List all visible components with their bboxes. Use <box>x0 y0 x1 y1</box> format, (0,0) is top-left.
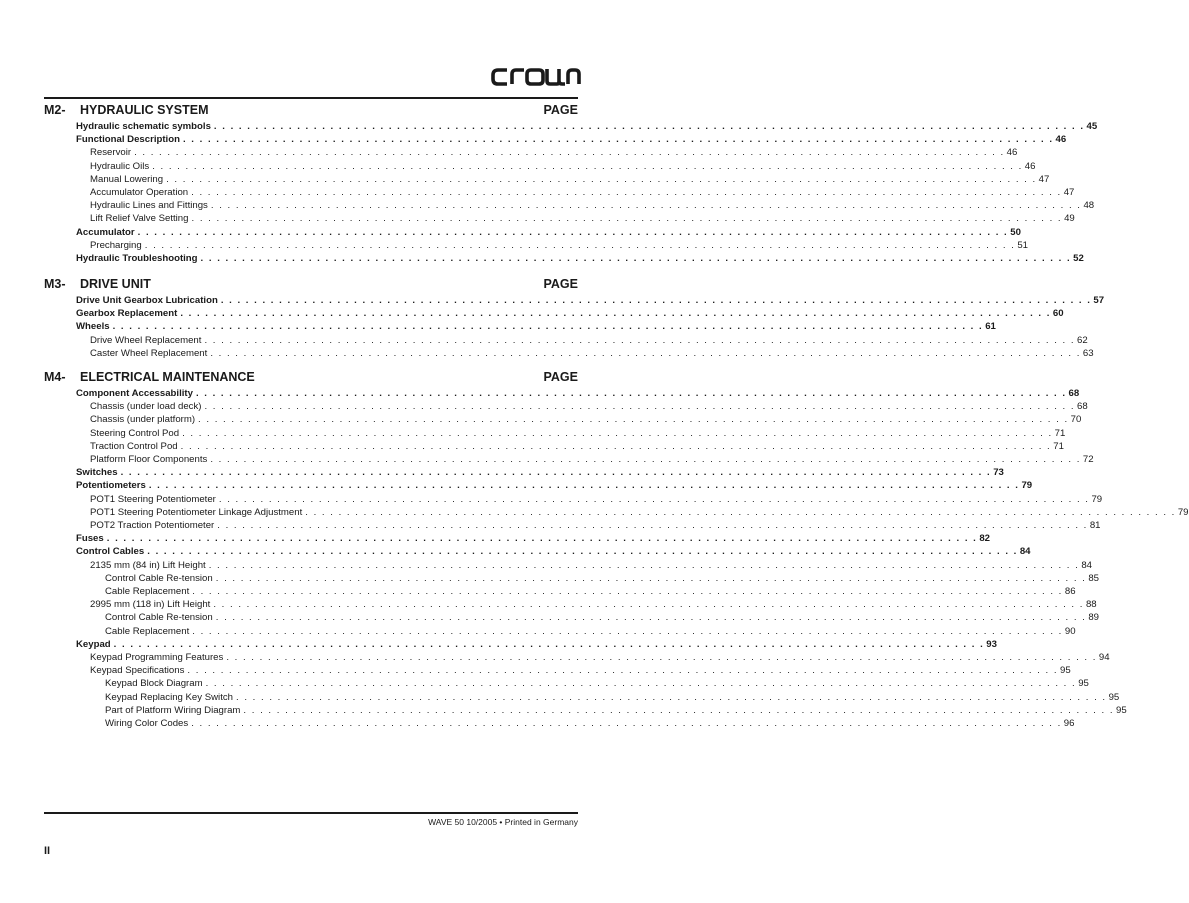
toc-entry[interactable] <box>90 598 1097 611</box>
toc-entry-page: 50 <box>1010 226 1021 238</box>
toc-entry[interactable] <box>105 611 1099 624</box>
toc-entry-page: 90 <box>1064 625 1076 637</box>
toc-entry-page: 95 <box>1108 691 1120 703</box>
toc-entry-page: 96 <box>1063 718 1075 729</box>
toc-entry[interactable] <box>90 453 1094 466</box>
dot-leader: . . . . . . . . . . . . . . . . . . . . . . . . . . . . . . . . . . . . . . . . . . . . . . . . . . . . . . . . . . . . . . . . . . . . . . . . . . . . . . . . . . . . . . . . . . . . . . . . . . . . . . . . . <box>182 427 1053 439</box>
toc-entry[interactable] <box>76 226 1021 239</box>
toc-entry-page: 86 <box>1064 586 1076 597</box>
toc-entry-page: 46 <box>1006 147 1018 159</box>
dot-leader: . . . . . . . . . . . . . . . . . . . . . . . . . . . . . . . . . . . . . . . . . . . . . . . . . . . . . . . . . . . . . . . . . . . . . . . . . . . . . . . . . . . . . . . . . . . . . . . . . . . . . . . . . <box>191 213 1063 225</box>
toc-entry-page: 49 <box>1064 213 1075 225</box>
toc-entry-title: POT2 Traction Potentiometer <box>90 520 215 531</box>
toc-entry[interactable] <box>90 173 1050 186</box>
toc-entry-page: 79 <box>1177 506 1189 518</box>
dot-leader: . . . . . . . . . . . . . . . . . . . . . . . . . . . . . . . . . . . . . . . . . . . . . . . . . . . . . . . . . . . . . . . . . . . . . . . . . . . . . . . . . . . . . . . . . . . . . . . . . . . . . . . . . <box>152 160 1023 172</box>
toc-entry-title: Control Cable Re-tension <box>105 612 213 624</box>
toc-entry[interactable] <box>76 133 1067 146</box>
toc-entry-page: 63 <box>1082 347 1094 359</box>
toc-entry-page: 57 <box>1093 295 1105 306</box>
toc-entry[interactable] <box>105 585 1076 598</box>
toc-entry-title: POT1 Steering Potentiometer Linkage Adjustment <box>90 506 303 518</box>
toc-entry-page: 84 <box>1081 559 1092 571</box>
toc-entry-title: Drive Unit Gearbox Lubrication <box>76 295 218 306</box>
toc-entry-title: Drive Wheel Replacement <box>90 334 202 346</box>
toc-entry[interactable] <box>90 427 1066 440</box>
toc-entry-page: 72 <box>1082 454 1094 465</box>
toc-entry-page: 62 <box>1077 334 1088 346</box>
toc-entry-page: 51 <box>1017 239 1028 251</box>
dot-leader: . . . . . . . . . . . . . . . . . . . . . . . . . . . . . . . . . . . . . . . . . . . . . . . . . . . . . . . . . . . . . . . . . . . . . . . . . . . . . . . . . . . . . . . . . . . . . . . . . . . . . . . . . <box>191 718 1062 729</box>
toc-entry-page: 71 <box>1053 440 1064 452</box>
dot-leader: . . . . . . . . . . . . . . . . . . . . . . . . . . . . . . . . . . . . . . . . . . . . . . . . . . . . . . . . . . . . . . . . . . . . . . . . . . . . . . . . . . . . . . . . . . . . . . . . . . . . . . . . . <box>305 506 1176 518</box>
toc-entry-title: 2995 mm (118 in) Lift Height <box>90 599 211 611</box>
toc-entry[interactable] <box>90 160 1036 173</box>
section-header <box>44 277 578 293</box>
toc-entry-page: 93 <box>986 638 997 650</box>
section-title: DRIVE UNIT <box>80 277 151 291</box>
toc-entry-page: 61 <box>985 321 996 333</box>
dot-leader: . . . . . . . . . . . . . . . . . . . . . . . . . . . . . . . . . . . . . . . . . . . . . . . . . . . . . . . . . . . . . . . . . . . . . . . . . . . . . . . . . . . . . . . . . . . . . . . . . . . . . . . . . <box>144 239 1016 251</box>
dot-leader: . . . . . . . . . . . . . . . . . . . . . . . . . . . . . . . . . . . . . . . . . . . . . . . . . . . . . . . . . . . . . . . . . . . . . . . . . . . . . . . . . . . . . . . . . . . . . . . . . . . . . . . . . <box>192 625 1063 637</box>
toc-entry[interactable] <box>105 572 1099 585</box>
dot-leader: . . . . . . . . . . . . . . . . . . . . . . . . . . . . . . . . . . . . . . . . . . . . . . . . . . . . . . . . . . . . . . . . . . . . . . . . . . . . . . . . . . . . . . . . . . . . . . . . . . . . . . . . . <box>112 321 984 333</box>
toc-entry-title: Gearbox Replacement <box>76 308 178 320</box>
dot-leader: . . . . . . . . . . . . . . . . . . . . . . . . . . . . . . . . . . . . . . . . . . . . . . . . . . . . . . . . . . . . . . . . . . . . . . . . . . . . . . . . . . . . . . . . . . . . . . . . . . . . . . . . . <box>113 638 985 650</box>
toc-entry-title: Hydraulic Lines and Fittings <box>90 200 208 212</box>
toc-entry-page: 70 <box>1070 414 1082 426</box>
dot-leader: . . . . . . . . . . . . . . . . . . . . . . . . . . . . . . . . . . . . . . . . . . . . . . . . . . . . . . . . . . . . . . . . . . . . . . . . . . . . . . . . . . . . . . . . . . . . . . . . . . . . . . . . . <box>215 572 1087 584</box>
toc-entry-title: Switches <box>76 467 118 479</box>
toc-entry[interactable] <box>76 320 996 333</box>
crown-logo <box>491 66 581 88</box>
dot-leader: . . . . . . . . . . . . . . . . . . . . . . . . . . . . . . . . . . . . . . . . . . . . . . . . . . . . . . . . . . . . . . . . . . . . . . . . . . . . . . . . . . . . . . . . . . . . . . . . . . . . . . . . . <box>147 546 1018 558</box>
toc-entry[interactable] <box>90 651 1110 664</box>
toc-entry-title: Precharging <box>90 239 142 251</box>
toc-entry[interactable] <box>76 479 1033 492</box>
toc-entry[interactable] <box>76 638 997 651</box>
toc-entry-title: Keypad <box>76 638 111 650</box>
dot-leader: . . . . . . . . . . . . . . . . . . . . . . . . . . . . . . . . . . . . . . . . . . . . . . . . . . . . . . . . . . . . . . . . . . . . . . . . . . . . . . . . . . . . . . . . . . . . . . . . . . . . . . . . . <box>192 586 1063 597</box>
toc-entry-title: Caster Wheel Replacement <box>90 347 208 359</box>
toc-entry-title: Hydraulic schematic symbols <box>76 121 211 132</box>
toc-entry-page: 89 <box>1088 612 1099 624</box>
toc-entry-page: 79 <box>1021 480 1033 492</box>
toc-entry-title: Potentiometers <box>76 480 146 492</box>
toc-entry-page: 68 <box>1068 388 1080 399</box>
dot-leader: . . . . . . . . . . . . . . . . . . . . . . . . . . . . . . . . . . . . . . . . . . . . . . . . . . . . . . . . . . . . . . . . . . . . . . . . . . . . . . . . . . . . . . . . . . . . . . . . . . . . . . . . . <box>200 253 1072 264</box>
toc-entry[interactable] <box>76 545 1031 558</box>
section-page-label: PAGE <box>543 370 578 384</box>
toc-entry-title: Part of Platform Wiring Diagram <box>105 704 241 716</box>
toc-entry[interactable] <box>90 440 1064 453</box>
toc-entry[interactable] <box>76 466 1004 479</box>
toc-entry-page: 60 <box>1052 308 1064 320</box>
toc-entry-page: 45 <box>1086 121 1098 132</box>
toc-entry[interactable] <box>105 704 1127 717</box>
toc-entry-title: Component Accessability <box>76 388 193 399</box>
toc-entry-page: 95 <box>1060 665 1071 677</box>
dot-leader: . . . . . . . . . . . . . . . . . . . . . . . . . . . . . . . . . . . . . . . . . . . . . . . . . . . . . . . . . . . . . . . . . . . . . . . . . . . . . . . . . . . . . . . . . . . . . . . . . . . . . . . . . <box>210 454 1081 465</box>
dot-leader: . . . . . . . . . . . . . . . . . . . . . . . . . . . . . . . . . . . . . . . . . . . . . . . . . . . . . . . . . . . . . . . . . . . . . . . . . . . . . . . . . . . . . . . . . . . . . . . . . . . . . . . . . <box>187 665 1058 677</box>
toc-entry-page: 94 <box>1098 652 1110 663</box>
toc-entry[interactable] <box>90 347 1094 360</box>
toc-entry-title: Cable Replacement <box>105 586 190 597</box>
toc-entry-title: Platform Floor Components <box>90 454 208 465</box>
dot-leader: . . . . . . . . . . . . . . . . . . . . . . . . . . . . . . . . . . . . . . . . . . . . . . . . . . . . . . . . . . . . . . . . . . . . . . . . . . . . . . . . . . . . . . . . . . . . . . . . . . . . . . . . . <box>198 414 1069 426</box>
toc-entry-page: 71 <box>1054 427 1066 439</box>
dot-leader: . . . . . . . . . . . . . . . . . . . . . . . . . . . . . . . . . . . . . . . . . . . . . . . . . . . . . . . . . . . . . . . . . . . . . . . . . . . . . . . . . . . . . . . . . . . . . . . . . . . . . . . . . <box>220 295 1092 306</box>
dot-leader: . . . . . . . . . . . . . . . . . . . . . . . . . . . . . . . . . . . . . . . . . . . . . . . . . . . . . . . . . . . . . . . . . . . . . . . . . . . . . . . . . . . . . . . . . . . . . . . . . . . . . . . . . <box>180 440 1052 452</box>
toc-entry-title: Keypad Replacing Key Switch <box>105 691 233 703</box>
dot-leader: . . . . . . . . . . . . . . . . . . . . . . . . . . . . . . . . . . . . . . . . . . . . . . . . . . . . . . . . . . . . . . . . . . . . . . . . . . . . . . . . . . . . . . . . . . . . . . . . . . . . . . . . . <box>148 480 1020 492</box>
toc-entry-title: 2135 mm (84 in) Lift Height <box>90 559 206 571</box>
toc-entry[interactable] <box>90 186 1075 199</box>
toc-entry-title: Chassis (under platform) <box>90 414 196 426</box>
section-code: M4- <box>44 370 66 384</box>
footer-edition: WAVE 50 10/2005 • Printed in Germany <box>428 817 578 827</box>
toc-entry-title: Hydraulic Oils <box>90 160 150 172</box>
toc-entry[interactable] <box>76 294 1105 307</box>
toc-entry-title: Wiring Color Codes <box>105 718 189 729</box>
toc-entry[interactable] <box>90 413 1082 426</box>
toc-entry-page: 68 <box>1077 401 1088 413</box>
section-page-label: PAGE <box>543 103 578 117</box>
dot-leader: . . . . . . . . . . . . . . . . . . . . . . . . . . . . . . . . . . . . . . . . . . . . . . . . . . . . . . . . . . . . . . . . . . . . . . . . . . . . . . . . . . . . . . . . . . . . . . . . . . . . . . . . . <box>166 173 1037 185</box>
toc-entry[interactable] <box>90 559 1092 572</box>
toc-entry[interactable] <box>105 625 1076 638</box>
toc-entry-title: Keypad Specifications <box>90 665 185 677</box>
dot-leader: . . . . . . . . . . . . . . . . . . . . . . . . . . . . . . . . . . . . . . . . . . . . . . . . . . . . . . . . . . . . . . . . . . . . . . . . . . . . . . . . . . . . . . . . . . . . . . . . . . . . . . . . . <box>226 652 1097 663</box>
toc-entry[interactable] <box>105 677 1089 690</box>
toc-entry-title: Wheels <box>76 321 110 333</box>
toc-entry-page: 84 <box>1019 546 1031 558</box>
section-code: M3- <box>44 277 66 291</box>
page-number: II <box>44 845 51 857</box>
dot-leader: . . . . . . . . . . . . . . . . . . . . . . . . . . . . . . . . . . . . . . . . . . . . . . . . . . . . . . . . . . . . . . . . . . . . . . . . . . . . . . . . . . . . . . . . . . . . . . . . . . . . . . . . . <box>243 704 1115 716</box>
dot-leader: . . . . . . . . . . . . . . . . . . . . . . . . . . . . . . . . . . . . . . . . . . . . . . . . . . . . . . . . . . . . . . . . . . . . . . . . . . . . . . . . . . . . . . . . . . . . . . . . . . . . . . . . . <box>180 308 1051 320</box>
toc-entry-page: 48 <box>1083 200 1095 212</box>
dot-leader: . . . . . . . . . . . . . . . . . . . . . . . . . . . . . . . . . . . . . . . . . . . . . . . . . . . . . . . . . . . . . . . . . . . . . . . . . . . . . . . . . . . . . . . . . . . . . . . . . . . . . . . . . <box>205 678 1077 690</box>
toc-entry-title: Keypad Programming Features <box>90 652 224 663</box>
dot-leader: . . . . . . . . . . . . . . . . . . . . . . . . . . . . . . . . . . . . . . . . . . . . . . . . . . . . . . . . . . . . . . . . . . . . . . . . . . . . . . . . . . . . . . . . . . . . . . . . . . . . . . . . . <box>137 226 1009 238</box>
toc-entry-page: 95 <box>1116 704 1127 716</box>
toc-entry[interactable] <box>76 307 1064 320</box>
toc-entry-title: Accumulator <box>76 226 135 238</box>
toc-entry[interactable] <box>90 506 1189 519</box>
toc-entry-page: 47 <box>1038 173 1050 185</box>
dot-leader: . . . . . . . . . . . . . . . . . . . . . . . . . . . . . . . . . . . . . . . . . . . . . . . . . . . . . . . . . . . . . . . . . . . . . . . . . . . . . . . . . . . . . . . . . . . . . . . . . . . . . . . . . <box>215 612 1087 624</box>
toc-entry-page: 82 <box>979 533 990 545</box>
toc-entry-page: 47 <box>1063 187 1075 198</box>
toc-entry-page: 85 <box>1088 572 1099 584</box>
toc-entry-title: POT1 Steering Potentiometer <box>90 493 216 505</box>
dot-leader: . . . . . . . . . . . . . . . . . . . . . . . . . . . . . . . . . . . . . . . . . . . . . . . . . . . . . . . . . . . . . . . . . . . . . . . . . . . . . . . . . . . . . . . . . . . . . . . . . . . . . . . . . <box>204 334 1076 346</box>
toc-entry[interactable] <box>76 252 1084 265</box>
toc-entry-title: Lift Relief Valve Setting <box>90 213 189 225</box>
dot-leader: . . . . . . . . . . . . . . . . . . . . . . . . . . . . . . . . . . . . . . . . . . . . . . . . . . . . . . . . . . . . . . . . . . . . . . . . . . . . . . . . . . . . . . . . . . . . . . . . . . . . . . . . . <box>182 134 1054 146</box>
toc-entry[interactable] <box>76 532 990 545</box>
toc-entry[interactable] <box>90 146 1018 159</box>
dot-leader: . . . . . . . . . . . . . . . . . . . . . . . . . . . . . . . . . . . . . . . . . . . . . . . . . . . . . . . . . . . . . . . . . . . . . . . . . . . . . . . . . . . . . . . . . . . . . . . . . . . . . . . . . <box>217 520 1088 531</box>
dot-leader: . . . . . . . . . . . . . . . . . . . . . . . . . . . . . . . . . . . . . . . . . . . . . . . . . . . . . . . . . . . . . . . . . . . . . . . . . . . . . . . . . . . . . . . . . . . . . . . . . . . . . . . . . <box>204 401 1076 413</box>
toc-entry-title: Traction Control Pod <box>90 440 178 452</box>
toc-entry[interactable] <box>90 493 1103 506</box>
dot-leader: . . . . . . . . . . . . . . . . . . . . . . . . . . . . . . . . . . . . . . . . . . . . . . . . . . . . . . . . . . . . . . . . . . . . . . . . . . . . . . . . . . . . . . . . . . . . . . . . . . . . . . . . . <box>210 200 1082 212</box>
toc-entry[interactable] <box>90 519 1101 532</box>
toc-entry-page: 81 <box>1089 520 1101 531</box>
toc-entry[interactable] <box>90 664 1071 677</box>
toc-entry[interactable] <box>105 691 1120 704</box>
toc-entry-page: 88 <box>1085 599 1097 611</box>
toc-entry-page: 95 <box>1078 678 1089 690</box>
toc-entry[interactable] <box>90 239 1028 252</box>
dot-leader: . . . . . . . . . . . . . . . . . . . . . . . . . . . . . . . . . . . . . . . . . . . . . . . . . . . . . . . . . . . . . . . . . . . . . . . . . . . . . . . . . . . . . . . . . . . . . . . . . . . . . . . . . <box>106 533 978 545</box>
toc-entry[interactable] <box>90 199 1095 212</box>
toc-entry-title: Keypad Block Diagram <box>105 678 203 690</box>
toc-entry-title: Control Cable Re-tension <box>105 572 213 584</box>
toc-entry-title: Fuses <box>76 533 104 545</box>
dot-leader: . . . . . . . . . . . . . . . . . . . . . . . . . . . . . . . . . . . . . . . . . . . . . . . . . . . . . . . . . . . . . . . . . . . . . . . . . . . . . . . . . . . . . . . . . . . . . . . . . . . . . . . . . <box>191 187 1062 198</box>
toc-entry-title: Reservoir <box>90 147 132 159</box>
section-page-label: PAGE <box>543 277 578 291</box>
toc-entry[interactable] <box>90 334 1088 347</box>
dot-leader: . . . . . . . . . . . . . . . . . . . . . . . . . . . . . . . . . . . . . . . . . . . . . . . . . . . . . . . . . . . . . . . . . . . . . . . . . . . . . . . . . . . . . . . . . . . . . . . . . . . . . . . . . <box>210 347 1081 359</box>
toc-entry-page: 52 <box>1073 253 1084 264</box>
toc-entry[interactable] <box>76 387 1080 400</box>
toc-entry-page: 73 <box>993 467 1004 479</box>
toc-entry[interactable] <box>105 717 1075 730</box>
toc-entry-title: Cable Replacement <box>105 625 190 637</box>
section-header <box>44 370 578 386</box>
section-title: HYDRAULIC SYSTEM <box>80 103 209 117</box>
toc-entry-title: Accumulator Operation <box>90 187 189 198</box>
toc-entry-title: Manual Lowering <box>90 173 164 185</box>
toc-entry-page: 46 <box>1055 134 1067 146</box>
section-title: ELECTRICAL MAINTENANCE <box>80 370 255 384</box>
dot-leader: . . . . . . . . . . . . . . . . . . . . . . . . . . . . . . . . . . . . . . . . . . . . . . . . . . . . . . . . . . . . . . . . . . . . . . . . . . . . . . . . . . . . . . . . . . . . . . . . . . . . . . . . . <box>213 121 1085 132</box>
toc-entry-page: 79 <box>1091 493 1103 505</box>
toc-entry-title: Steering Control Pod <box>90 427 180 439</box>
toc-entry[interactable] <box>90 400 1088 413</box>
dot-leader: . . . . . . . . . . . . . . . . . . . . . . . . . . . . . . . . . . . . . . . . . . . . . . . . . . . . . . . . . . . . . . . . . . . . . . . . . . . . . . . . . . . . . . . . . . . . . . . . . . . . . . . . . <box>208 559 1080 571</box>
toc-entry-page: 46 <box>1024 160 1036 172</box>
bottom-rule <box>44 812 578 814</box>
dot-leader: . . . . . . . . . . . . . . . . . . . . . . . . . . . . . . . . . . . . . . . . . . . . . . . . . . . . . . . . . . . . . . . . . . . . . . . . . . . . . . . . . . . . . . . . . . . . . . . . . . . . . . . . . <box>134 147 1005 159</box>
toc-entry-title: Hydraulic Troubleshooting <box>76 253 198 264</box>
dot-leader: . . . . . . . . . . . . . . . . . . . . . . . . . . . . . . . . . . . . . . . . . . . . . . . . . . . . . . . . . . . . . . . . . . . . . . . . . . . . . . . . . . . . . . . . . . . . . . . . . . . . . . . . . <box>213 599 1084 611</box>
toc-entry-title: Control Cables <box>76 546 145 558</box>
toc-entry[interactable] <box>76 120 1098 133</box>
toc-entry-title: Chassis (under load deck) <box>90 401 202 413</box>
dot-leader: . . . . . . . . . . . . . . . . . . . . . . . . . . . . . . . . . . . . . . . . . . . . . . . . . . . . . . . . . . . . . . . . . . . . . . . . . . . . . . . . . . . . . . . . . . . . . . . . . . . . . . . . . <box>236 691 1107 703</box>
toc-entry-title: Functional Description <box>76 134 180 146</box>
section-header <box>44 103 578 119</box>
toc-entry[interactable] <box>90 212 1075 225</box>
dot-leader: . . . . . . . . . . . . . . . . . . . . . . . . . . . . . . . . . . . . . . . . . . . . . . . . . . . . . . . . . . . . . . . . . . . . . . . . . . . . . . . . . . . . . . . . . . . . . . . . . . . . . . . . . <box>218 493 1090 505</box>
top-rule <box>44 97 578 99</box>
dot-leader: . . . . . . . . . . . . . . . . . . . . . . . . . . . . . . . . . . . . . . . . . . . . . . . . . . . . . . . . . . . . . . . . . . . . . . . . . . . . . . . . . . . . . . . . . . . . . . . . . . . . . . . . . <box>195 388 1067 399</box>
dot-leader: . . . . . . . . . . . . . . . . . . . . . . . . . . . . . . . . . . . . . . . . . . . . . . . . . . . . . . . . . . . . . . . . . . . . . . . . . . . . . . . . . . . . . . . . . . . . . . . . . . . . . . . . . <box>120 467 992 479</box>
section-code: M2- <box>44 103 66 117</box>
